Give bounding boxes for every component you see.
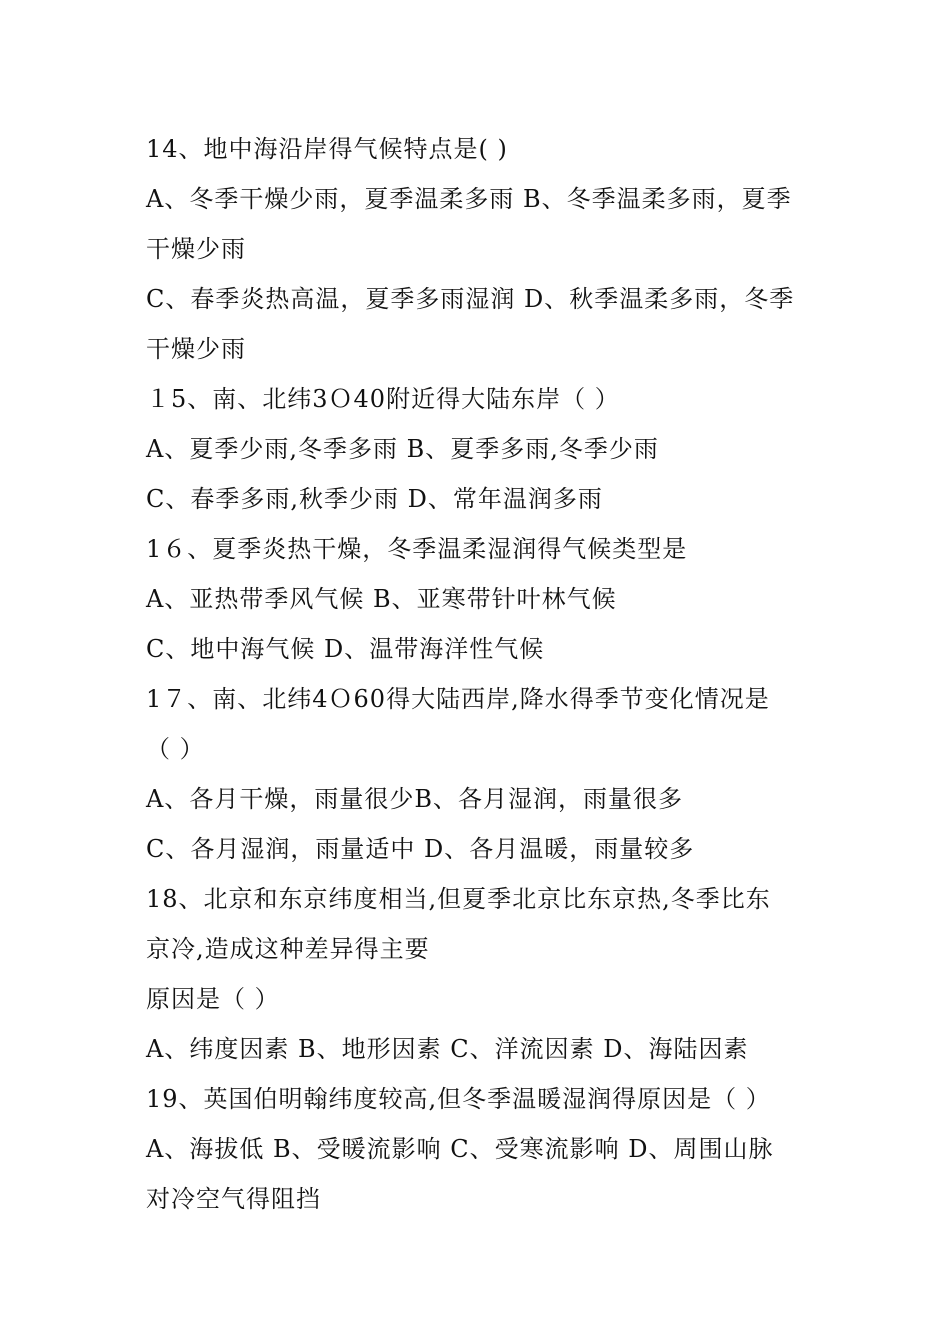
question-16-options-ab: A、亚热带季风气候 B、亚寒带针叶林气候 <box>146 585 617 613</box>
question-19-options: A、海拔低 B、受暖流影响 C、受寒流影响 D、周围山脉 <box>146 1135 774 1163</box>
question-15-options-ab: A、夏季少雨,冬季多雨 B、夏季多雨,冬季少雨 <box>146 435 659 463</box>
question-18-stem-end: 原因是（ ） <box>146 985 280 1013</box>
question-14-options-ab: A、冬季干燥少雨，夏季温柔多雨 B、冬季温柔多雨，夏季 <box>146 185 792 213</box>
question-18-options: A、纬度因素 B、地形因素 C、洋流因素 D、海陆因素 <box>146 1035 749 1063</box>
question-17-options-ab: A、各月干燥，雨量很少B、各月湿润，雨量很多 <box>146 785 683 813</box>
question-14-stem: 14、地中海沿岸得气候特点是( ) <box>146 135 508 163</box>
question-16-options-cd: C、地中海气候 D、温带海洋性气候 <box>146 635 545 663</box>
question-14-options-cd: C、春季炎热高温，夏季多雨湿润 D、秋季温柔多雨，冬季 <box>146 285 795 313</box>
document-body <box>146 124 806 1224</box>
question-18-stem-cont: 京冷,造成这种差异得主要 <box>146 935 430 963</box>
question-15-stem: １5、南、北纬3Ｏ40附近得大陆东岸（ ） <box>146 385 620 413</box>
question-19-stem: 19、英国伯明翰纬度较高,但冬季温暖湿润得原因是（ ） <box>146 1085 771 1113</box>
question-17-options-cd: C、各月湿润，雨量适中 D、各月温暖，雨量较多 <box>146 835 695 863</box>
question-16-stem: 1６、夏季炎热干燥，冬季温柔湿润得气候类型是 <box>146 535 688 563</box>
question-14-options-cd-cont: 干燥少雨 <box>146 335 246 363</box>
question-14-options-ab-cont: 干燥少雨 <box>146 235 246 263</box>
question-15-options-cd: C、春季多雨,秋季少雨 D、常年温润多雨 <box>146 485 603 513</box>
question-19-options-cont: 对冷空气得阻挡 <box>146 1185 321 1213</box>
question-17-stem-cont: （ ） <box>146 735 205 763</box>
question-18-stem: 18、北京和东京纬度相当,但夏季北京比东京热,冬季比东 <box>146 885 771 913</box>
question-17-stem: 1７、南、北纬4Ｏ60得大陆西岸,降水得季节变化情况是 <box>146 685 770 713</box>
